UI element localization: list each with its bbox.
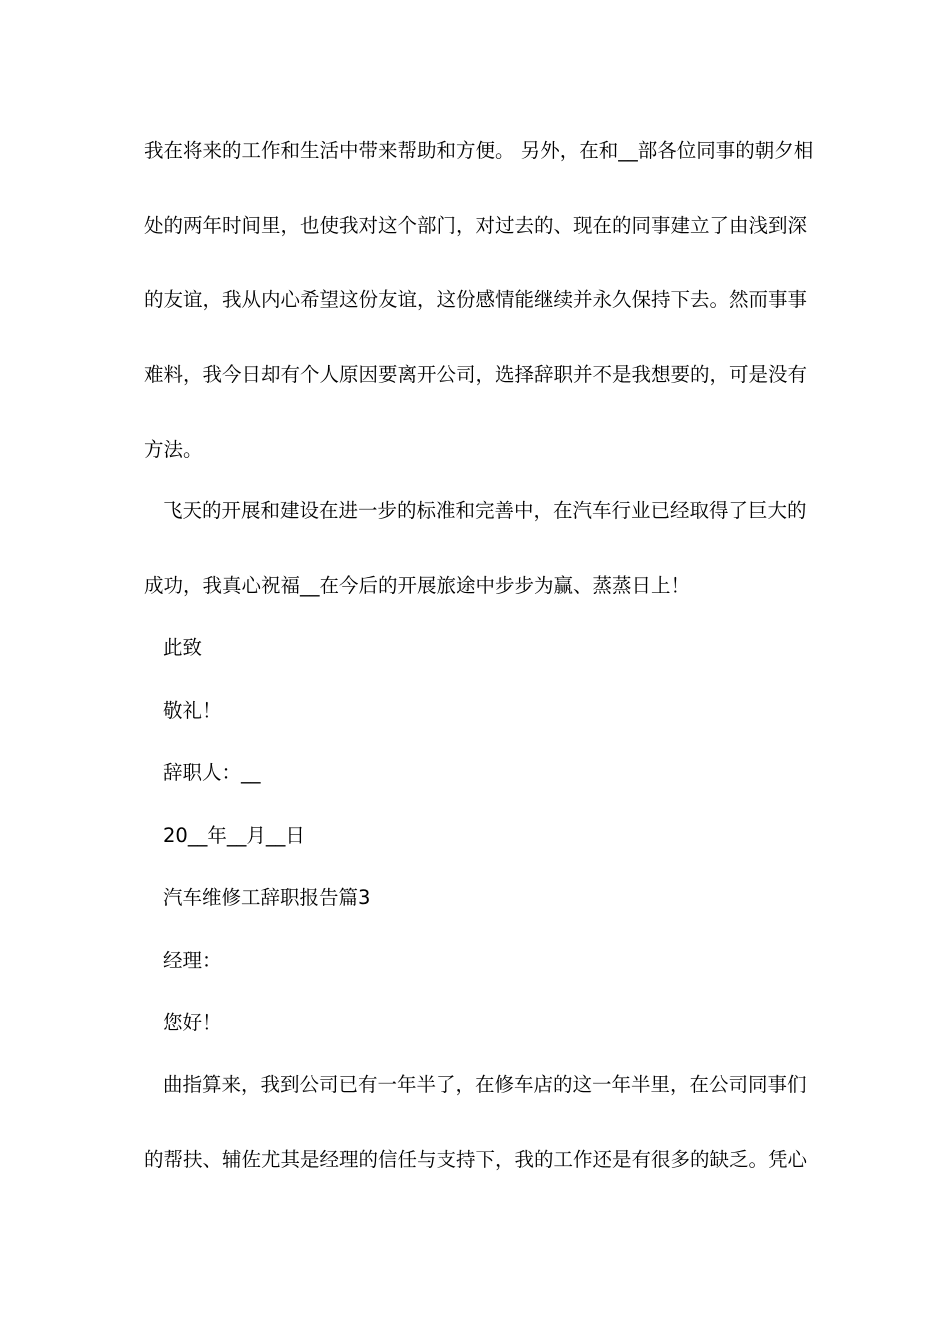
greeting-text: 您好！ [163, 1011, 222, 1034]
salute-text: 敬礼！ [163, 699, 222, 722]
paragraph-line: 方法。 [144, 438, 203, 461]
paragraph-line: 的帮扶、辅佐尤其是经理的信任与支持下，我的工作还是有很多的缺乏。凭心 [144, 1148, 808, 1171]
date-line: 20__年__月__日 [163, 824, 305, 847]
paragraph-line: 曲指算来，我到公司已有一年半了，在修车店的这一年半里，在公司同事们 [163, 1073, 807, 1096]
paragraph-line: 处的两年时间里，也使我对这个部门，对过去的、现在的同事建立了由浅到深 [144, 214, 808, 237]
paragraph-line: 成功，我真心祝福__在今后的开展旅途中步步为赢、蒸蒸日上！ [144, 574, 691, 597]
paragraph-line: 难料，我今日却有个人原因要离开公司，选择辞职并不是我想要的，可是没有 [144, 363, 808, 386]
paragraph-line: 我在将来的工作和生活中带来帮助和方便。 另外，在和__部各位同事的朝夕相 [144, 139, 814, 162]
closing-text: 此致 [163, 636, 203, 659]
paragraph-line: 飞天的开展和建设在进一步的标准和完善中，在汽车行业已经取得了巨大的 [163, 499, 807, 522]
signer-line: 辞职人：__ [163, 761, 261, 784]
greeting-recipient: 经理： [163, 949, 222, 972]
paragraph-line: 的友谊，我从内心希望这份友谊，这份感情能继续并永久保持下去。然而事事 [144, 288, 808, 311]
section-title: 汽车维修工辞职报告篇3 [163, 886, 371, 909]
